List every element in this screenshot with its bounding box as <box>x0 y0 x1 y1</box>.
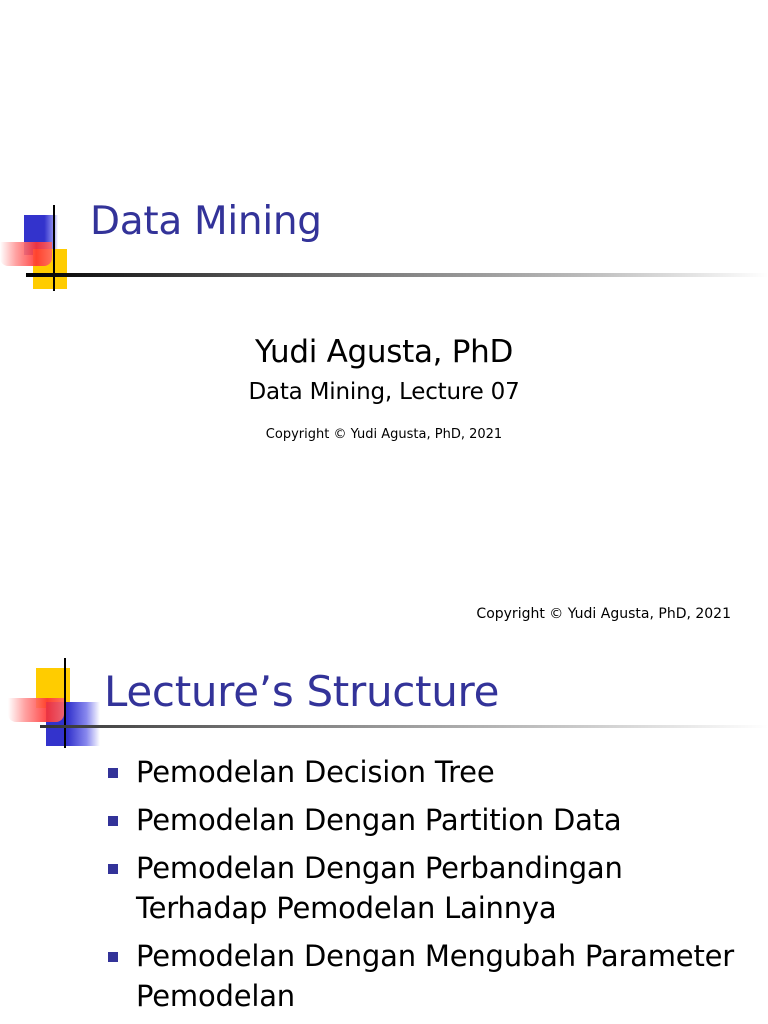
author-name: Yudi Agusta, PhD <box>254 334 514 370</box>
list-item <box>108 800 748 840</box>
slide-logo <box>0 658 110 750</box>
list-item-text: Pemodelan Dengan Mengubah Parameter Pemodelan <box>136 939 734 1013</box>
lecture-subtitle: Data Mining, Lecture 07 <box>248 379 520 405</box>
list-item <box>108 752 748 792</box>
logo-vertical-line <box>53 205 55 291</box>
slide-logo <box>0 205 90 295</box>
square-bullet-icon <box>108 768 118 778</box>
list-item <box>108 848 748 928</box>
slide-title: Lecture’s Structure <box>104 667 500 716</box>
slide-title: Data Mining <box>90 199 322 244</box>
list-item-text: Pemodelan Dengan Perbandingan Terhadap Pemodelan Lainnya <box>136 851 623 925</box>
bullet-list <box>108 752 748 1024</box>
logo-red-bar <box>0 242 52 266</box>
list-item <box>108 936 748 1016</box>
title-rule <box>40 725 768 728</box>
square-bullet-icon <box>108 816 118 826</box>
structure-slide <box>0 640 768 1024</box>
square-bullet-icon <box>108 864 118 874</box>
logo-vertical-line <box>64 658 66 748</box>
copyright-notice: Copyright © Yudi Agusta, PhD, 2021 <box>265 427 503 442</box>
square-bullet-icon <box>108 952 118 962</box>
logo-red-bar <box>8 698 64 722</box>
title-rule <box>26 273 768 277</box>
list-item-text: Pemodelan Decision Tree <box>136 755 495 789</box>
list-item-text: Pemodelan Dengan Partition Data <box>136 803 622 837</box>
page-footer-copyright: Copyright © Yudi Agusta, PhD, 2021 <box>476 606 731 622</box>
